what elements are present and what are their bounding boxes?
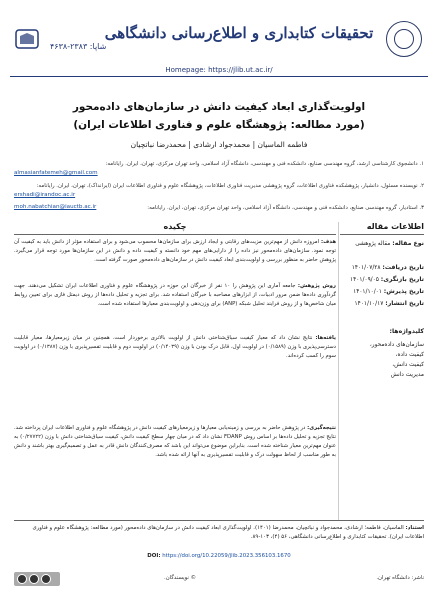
email-link-2[interactable]: ershadi@irandoc.ac.ir [14,192,76,198]
published-date [340,300,424,308]
received-label: تاریخ دریافت: [382,264,424,271]
column-divider [338,222,339,520]
keywords-label: کلیدواژه‌ها: [389,328,424,335]
journal-logo-icon [10,22,44,56]
keywords-heading [340,328,424,336]
journal-header [10,18,428,76]
abstract-conclusion [14,424,336,460]
abstract-method [14,282,336,309]
findings-text: نتایج نشان داد که معیار کیفیت سیاق‌شناختی دانش از اولویت بالاتری برخوردار است. همچنین در میان زیرمعیارها، معیار قابلیت دسترسی‌پذیری با وزن (۰/۱۵۸۹) در اولویت اول، قابل درک بودن با وزن (۰/۱۴۰۳۹) در اولویت دوم و قابلیت تفسیرپذیری با وزن (۰/۱۳۸۷) در اولویت سوم را کسب کرده‌اند. [14,335,336,359]
keyword-item: کیفیت داده، [395,352,424,358]
title-line-1: اولویت‌گذاری ابعاد کیفیت دانش در سازمان‌های داده‌محور [72,101,366,113]
method-label: روش پژوهش: [297,283,336,289]
author-list: فاطمه الماسیان | محمدجواد ارشادی | محمدرضا نباتچیان [130,140,308,149]
abstract-heading: چکیده [14,222,336,235]
keyword-list [340,340,424,380]
affiliation-1: ۱. دانشجوی کارشناسی ارشد، گروه مهندسی صنایع، دانشکده فنی و مهندسی، دانشگاه آزاد اسلامی، واحد تهران مرکزی، تهران، ایران. رایانامه: [105,161,424,167]
findings-label: یافته‌ها: [315,335,336,341]
received-date [340,264,424,272]
email-link-3[interactable]: moh.nabatchian@iauctb.ac.ir [14,204,97,210]
doi-label: DOI: [147,553,161,559]
university-seal-icon [386,21,422,57]
email-link-1[interactable]: almasianfatemeh@gmail.com [14,170,98,176]
accepted-value: ۱۴۰۱/۱۰/۰۱ [353,289,382,295]
issn-label: شاپا: ۲۳۸۳-۴۶۳۸ [50,42,107,51]
accepted-date [340,288,424,296]
revised-date [340,276,424,284]
citation-text: الماسیان، فاطمه؛ ارشادی، محمدجواد و نباتچیان، محمدرضا (۱۴۰۱). اولویت‌گذاری ابعاد کیفیت دانش در سازمان‌های داده‌محور (مورد مطالعه: پژوهشگاه علوم و فناوری اطلاعات ایران). تحقیقات کتابداری و اطلاع‌رسانی دانشگاهی، ۵۶ (۴)، ۱۰۳-۸۹. [32,525,424,540]
article-type [340,240,424,248]
article-title [20,98,418,134]
citation-block [14,524,424,542]
article-info-heading: اطلاعات مقاله [340,222,424,235]
conclusion-text: در پژوهش حاضر به بررسی و زمینه‌یابی معیارها و زیرمعیارهای کیفیت دانش در پژوهشگاه علوم و فناوری اطلاعات ایران پرداخته شد. نتایج تجزیه و تحلیل داده‌ها بر اساس روش FDANP نشان داد که در میان چهار سطح کیفیت دانش، کیفیت سیاق‌شناختی دانش با وزن (۰/۲۷۷۲۲) به عنوان مهم‌ترین معیار شناخته شده است. بنابراین موضوع می‌تواند این باشد که مصرف‌کنندگان دانش قادر به عمل و تصمیم‌گیری بهتر باشند و دانش به طور مناسب از لحاظ سهولت درک و قابلیت تفسیرپذیری به آنها ارائه شده باشد. [14,425,336,458]
publisher-note: ناشر: دانشگاه تهران. [376,575,424,581]
abstract-objective [14,238,336,265]
objective-text: امروزه دانش از مهم‌ترین مزیت‌های رقابتی و ایجاد ارزش برای سازمان‌ها محسوب می‌شود و برای استفاده مؤثر از دانش باید به کیفیت آن توجه نمود. سازمان‌های داده‌محور نیز داده را از دارایی‌های مهم خود دانسته و کیفیت داده و دانش در این سازمان‌ها مورد توجه قرار می‌گیرد. پژوهش حاضر به منظور بررسی و اولویت‌بندی ابعاد کیفیت دانش در سازمان‌های داده‌محور صورت گرفته است. [14,239,336,263]
title-line-2: (مورد مطالعه: پژوهشگاه علوم و فناوری اطلاعات ایران) [73,119,365,131]
affiliation-2: ۲. نویسنده مسئول، دانشیار، پژوهشکده فناوری اطلاعات، گروه پژوهشی مدیریت فناوری اطلاعات، پژوهشگاه علوم و فناوری اطلاعات ایران (ایرانداک)، تهران، ایران. رایانامه: [36,183,424,189]
objective-label: هدف: [320,239,336,245]
published-label: تاریخ انتشار: [385,300,424,307]
revised-value: ۱۴۰۱/۰۹/۰۵ [350,277,379,283]
keyword-item: مدیریت دانش [390,372,424,378]
conclusion-label: نتیجه‌گیری: [307,425,336,431]
type-label: نوع مقاله: [392,240,424,247]
copyright-note: © نویسندگان. [164,575,197,581]
footer [14,572,424,586]
citation-label: استناد: [405,525,424,531]
affiliation-3: ۳. استادیار، گروه مهندسی صنایع، دانشکده فنی و مهندسی، دانشگاه آزاد اسلامی، واحد تهران مرکزی، تهران، ایران. رایانامه: [147,205,424,211]
published-value: ۱۴۰۱/۱۰/۱۷ [354,301,384,307]
keyword-item: سازمان‌های داده‌محور، [369,342,424,348]
received-value: ۱۴۰۱/۰۷/۲۸ [351,265,381,271]
header-divider [10,76,428,77]
doi-line [14,553,424,559]
type-value: مقاله پژوهشی [355,241,391,247]
abstract-findings [14,334,336,361]
citation-divider [14,520,424,521]
revised-label: تاریخ بازنگری: [380,276,424,283]
creative-commons-badge-icon [14,572,60,586]
method-text: جامعه آماری این پژوهش را ۱۰ نفر از خبرگان این حوزه در پژوهشگاه علوم و فناوری اطلاعات ایران تشکیل می‌دهند. جهت گردآوری داده‌ها ضمن مرور ادبیات، از ابزارهای مصاحبه با خبرگان استفاده شد. برای تجزیه و تحلیل داده‌ها از روش دیمتل فازی برای تعیین روابط میان شاخص‌ها و از روش فرایند تحلیل شبکه (ANP) برای وزن‌دهی و اولویت‌بندی معیارها استفاده شده است. [14,283,336,307]
journal-title: تحقیقات کتابداری و اطلاع‌رسانی دانشگاهی [104,24,374,42]
accepted-label: تاریخ پذیرش: [383,288,424,295]
keyword-item: کیفیت دانش، [392,362,424,368]
doi-link[interactable]: https://doi.org/10.22059/jlib.2023.356103.1670 [162,553,291,559]
homepage-link[interactable]: Homepage: https://jlib.ut.ac.ir/ [165,66,273,74]
